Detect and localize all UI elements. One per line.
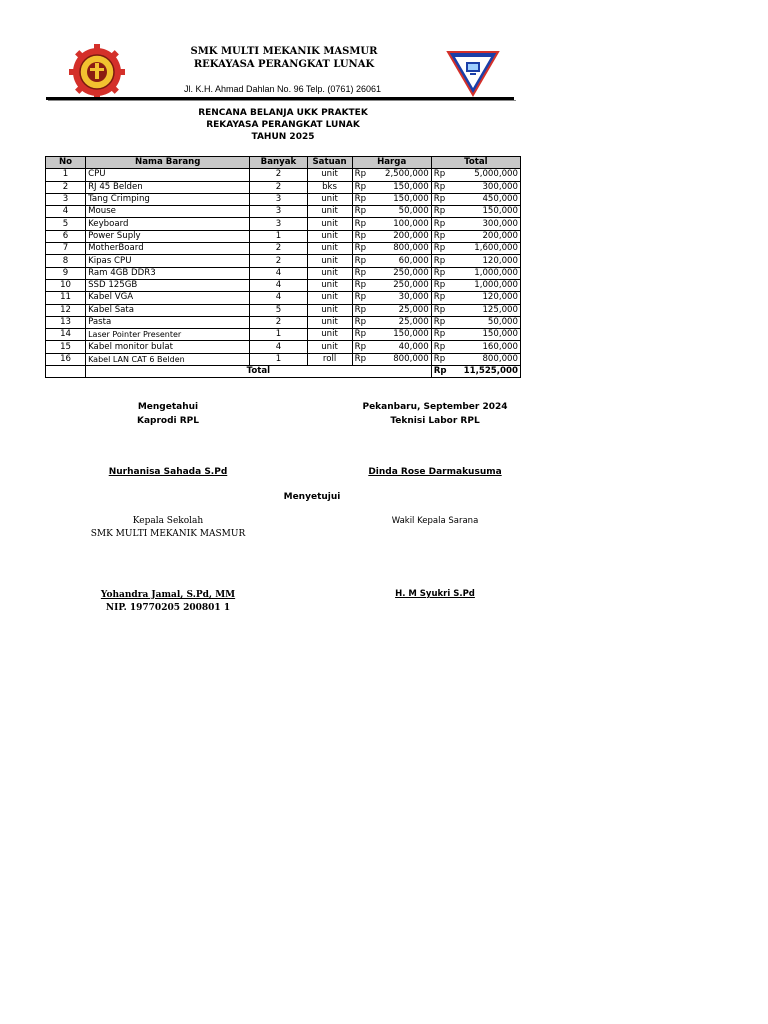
cell-unit: unit: [307, 243, 352, 255]
cell-no: 12: [46, 304, 86, 316]
cell-total: 125,000: [453, 304, 520, 316]
document-title: RENCANA BELANJA UKK PRAKTEK: [198, 108, 368, 118]
cell-qty: 5: [250, 304, 307, 316]
cell-total-currency: Rp: [431, 341, 453, 353]
cell-total-currency: Rp: [431, 181, 453, 193]
table-row: [46, 243, 521, 255]
cell-total: 50,000: [453, 316, 520, 328]
col-header-item: Nama Barang: [86, 157, 250, 169]
cell-price-currency: Rp: [352, 341, 374, 353]
cell-item-name: MotherBoard: [86, 243, 250, 255]
cell-item-name: Tang Crimping: [86, 193, 250, 205]
cell-price: 30,000: [374, 292, 431, 304]
cell-no: 11: [46, 292, 86, 304]
cell-unit: unit: [307, 169, 352, 181]
principal-name: Yohandra Jamal, S.Pd, MM: [100, 590, 236, 600]
cell-price: 25,000: [374, 304, 431, 316]
cell-unit: unit: [307, 218, 352, 230]
cell-price: 150,000: [374, 193, 431, 205]
cell-item-name: Ram 4GB DDR3: [86, 267, 250, 279]
cell-no: 10: [46, 279, 86, 291]
principal-title: Kepala Sekolah: [132, 516, 204, 526]
school-logo: [66, 44, 128, 100]
cell-price: 2,500,000: [374, 169, 431, 181]
cell-price: 800,000: [374, 353, 431, 365]
cell-unit: unit: [307, 279, 352, 291]
cell-item-name: Keyboard: [86, 218, 250, 230]
cell-no: 14: [46, 329, 86, 341]
cell-price-currency: Rp: [352, 292, 374, 304]
table-row: [46, 169, 521, 181]
cell-no: 5: [46, 218, 86, 230]
cell-qty: 4: [250, 341, 307, 353]
cell-item-name: RJ 45 Belden: [86, 181, 250, 193]
cell-unit: unit: [307, 267, 352, 279]
cell-item-name: Mouse: [86, 206, 250, 218]
cell-no: 13: [46, 316, 86, 328]
cell-item-name: SSD 125GB: [86, 279, 250, 291]
kaprodi-name: Nurhanisa Sahada S.Pd: [108, 467, 228, 477]
principal-school: SMK MULTI MEKANIK MASMUR: [90, 529, 246, 539]
cell-unit: unit: [307, 193, 352, 205]
principal-nip: NIP. 19770205 200801 1: [105, 603, 231, 613]
table-row: [46, 267, 521, 279]
cell-item-name: Pasta: [86, 316, 250, 328]
cell-unit: roll: [307, 353, 352, 365]
cell-qty: 2: [250, 169, 307, 181]
cell-qty: 1: [250, 353, 307, 365]
cell-unit: unit: [307, 304, 352, 316]
cell-unit: unit: [307, 230, 352, 242]
cell-total-currency: Rp: [431, 243, 453, 255]
technician-name: Dinda Rose Darmakusuma: [368, 467, 502, 477]
cell-qty: 3: [250, 218, 307, 230]
right-heading-role: Teknisi Labor RPL: [390, 416, 480, 426]
cell-no: 9: [46, 267, 86, 279]
cell-total-currency: Rp: [431, 169, 453, 181]
vice-principal-name: H. M Syukri S.Pd: [395, 589, 475, 599]
grand-total-currency: Rp: [431, 366, 453, 378]
cell-total-currency: Rp: [431, 316, 453, 328]
table-row: [46, 279, 521, 291]
col-header-unit: Satuan: [307, 157, 352, 169]
cell-no: 3: [46, 193, 86, 205]
table-row: [46, 206, 521, 218]
col-header-total: Total: [431, 157, 520, 169]
cell-no: 6: [46, 230, 86, 242]
cell-total: 160,000: [453, 341, 520, 353]
left-heading-acknowledge: Mengetahui: [137, 402, 199, 412]
cell-qty: 2: [250, 181, 307, 193]
cell-total: 300,000: [453, 181, 520, 193]
cell-total-currency: Rp: [431, 353, 453, 365]
cell-item-name: Kabel VGA: [86, 292, 250, 304]
cell-unit: unit: [307, 292, 352, 304]
left-heading-role: Kaprodi RPL: [136, 416, 200, 426]
cell-total-currency: Rp: [431, 230, 453, 242]
cell-item-name: Kabel LAN CAT 6 Belden: [86, 353, 250, 365]
document-subtitle: REKAYASA PERANGKAT LUNAK: [206, 120, 360, 130]
cell-price-currency: Rp: [352, 304, 374, 316]
cell-total: 120,000: [453, 255, 520, 267]
cell-total: 150,000: [453, 329, 520, 341]
cell-no: 2: [46, 181, 86, 193]
cell-item-name: CPU: [86, 169, 250, 181]
header-divider-shadow: [48, 100, 516, 101]
total-row-empty: [46, 366, 86, 378]
cell-price: 250,000: [374, 267, 431, 279]
cell-qty: 3: [250, 206, 307, 218]
cell-unit: bks: [307, 181, 352, 193]
cell-price: 60,000: [374, 255, 431, 267]
cell-total: 1,000,000: [453, 267, 520, 279]
cell-total-currency: Rp: [431, 218, 453, 230]
col-header-qty: Banyak: [250, 157, 307, 169]
table-header-row: [46, 157, 521, 169]
cell-qty: 2: [250, 316, 307, 328]
cell-total: 1,600,000: [453, 243, 520, 255]
cell-price: 800,000: [374, 243, 431, 255]
cell-qty: 2: [250, 255, 307, 267]
cell-price-currency: Rp: [352, 329, 374, 341]
cell-no: 8: [46, 255, 86, 267]
grand-total-value: 11,525,000: [453, 366, 520, 378]
cell-qty: 4: [250, 279, 307, 291]
cell-price: 40,000: [374, 341, 431, 353]
cell-no: 7: [46, 243, 86, 255]
cell-price-currency: Rp: [352, 353, 374, 365]
cell-total: 800,000: [453, 353, 520, 365]
cell-price: 100,000: [374, 218, 431, 230]
cell-no: 1: [46, 169, 86, 181]
cell-price-currency: Rp: [352, 206, 374, 218]
col-header-no: No: [46, 157, 86, 169]
cell-item-name: Kabel Sata: [86, 304, 250, 316]
school-name: SMK MULTI MEKANIK MASMUR: [190, 46, 378, 57]
table-row: [46, 316, 521, 328]
cell-price-currency: Rp: [352, 243, 374, 255]
cell-total: 450,000: [453, 193, 520, 205]
cell-price-currency: Rp: [352, 255, 374, 267]
cell-price: 150,000: [374, 329, 431, 341]
cell-qty: 2: [250, 243, 307, 255]
cell-qty: 1: [250, 329, 307, 341]
table-row: [46, 329, 521, 341]
cell-price-currency: Rp: [352, 230, 374, 242]
cell-unit: unit: [307, 255, 352, 267]
cell-price: 250,000: [374, 279, 431, 291]
cell-total-currency: Rp: [431, 206, 453, 218]
cell-qty: 1: [250, 230, 307, 242]
cell-total: 150,000: [453, 206, 520, 218]
cell-no: 15: [46, 341, 86, 353]
cell-total: 120,000: [453, 292, 520, 304]
document-year: TAHUN 2025: [251, 132, 315, 142]
table-row: [46, 341, 521, 353]
cell-price: 50,000: [374, 206, 431, 218]
cell-item-name: Kabel monitor bulat: [86, 341, 250, 353]
cell-price-currency: Rp: [352, 279, 374, 291]
cell-price: 200,000: [374, 230, 431, 242]
cell-total: 5,000,000: [453, 169, 520, 181]
table-row: [46, 353, 521, 365]
cell-total-currency: Rp: [431, 193, 453, 205]
cell-total: 1,000,000: [453, 279, 520, 291]
right-heading-place-date: Pekanbaru, September 2024: [362, 402, 508, 412]
cell-item-name: Kipas CPU: [86, 255, 250, 267]
cell-item-name: Laser Pointer Presenter: [86, 329, 250, 341]
cell-price: 25,000: [374, 316, 431, 328]
cell-total-currency: Rp: [431, 329, 453, 341]
cell-price-currency: Rp: [352, 316, 374, 328]
shopping-list-table: [45, 156, 521, 378]
cell-qty: 4: [250, 267, 307, 279]
table-row: [46, 193, 521, 205]
cell-item-name: Power Suply: [86, 230, 250, 242]
table-row: [46, 230, 521, 242]
table-row: [46, 181, 521, 193]
cell-price-currency: Rp: [352, 193, 374, 205]
cell-total-currency: Rp: [431, 267, 453, 279]
cell-unit: unit: [307, 341, 352, 353]
school-address: Jl. K.H. Ahmad Dahlan No. 96 Telp. (0761) 26061: [184, 84, 381, 94]
cell-total: 300,000: [453, 218, 520, 230]
cell-unit: unit: [307, 329, 352, 341]
table-row: [46, 255, 521, 267]
cell-unit: unit: [307, 316, 352, 328]
cell-price-currency: Rp: [352, 181, 374, 193]
cell-price-currency: Rp: [352, 169, 374, 181]
total-label: Total: [86, 366, 432, 378]
cell-total-currency: Rp: [431, 304, 453, 316]
cell-price: 150,000: [374, 181, 431, 193]
table-row: [46, 292, 521, 304]
cell-price-currency: Rp: [352, 218, 374, 230]
total-row: [46, 366, 521, 378]
cell-total-currency: Rp: [431, 255, 453, 267]
cell-total-currency: Rp: [431, 292, 453, 304]
department-logo: [446, 49, 500, 97]
cell-no: 4: [46, 206, 86, 218]
col-header-price: Harga: [352, 157, 431, 169]
vice-principal-title: Wakil Kepala Sarana: [391, 516, 479, 526]
cell-unit: unit: [307, 206, 352, 218]
cell-no: 16: [46, 353, 86, 365]
cell-price-currency: Rp: [352, 267, 374, 279]
table-row: [46, 218, 521, 230]
cell-total-currency: Rp: [431, 279, 453, 291]
approval-heading: Menyetujui: [283, 492, 341, 502]
cell-total: 200,000: [453, 230, 520, 242]
cell-qty: 4: [250, 292, 307, 304]
department-name: REKAYASA PERANGKAT LUNAK: [193, 59, 375, 70]
cell-qty: 3: [250, 193, 307, 205]
table-row: [46, 304, 521, 316]
